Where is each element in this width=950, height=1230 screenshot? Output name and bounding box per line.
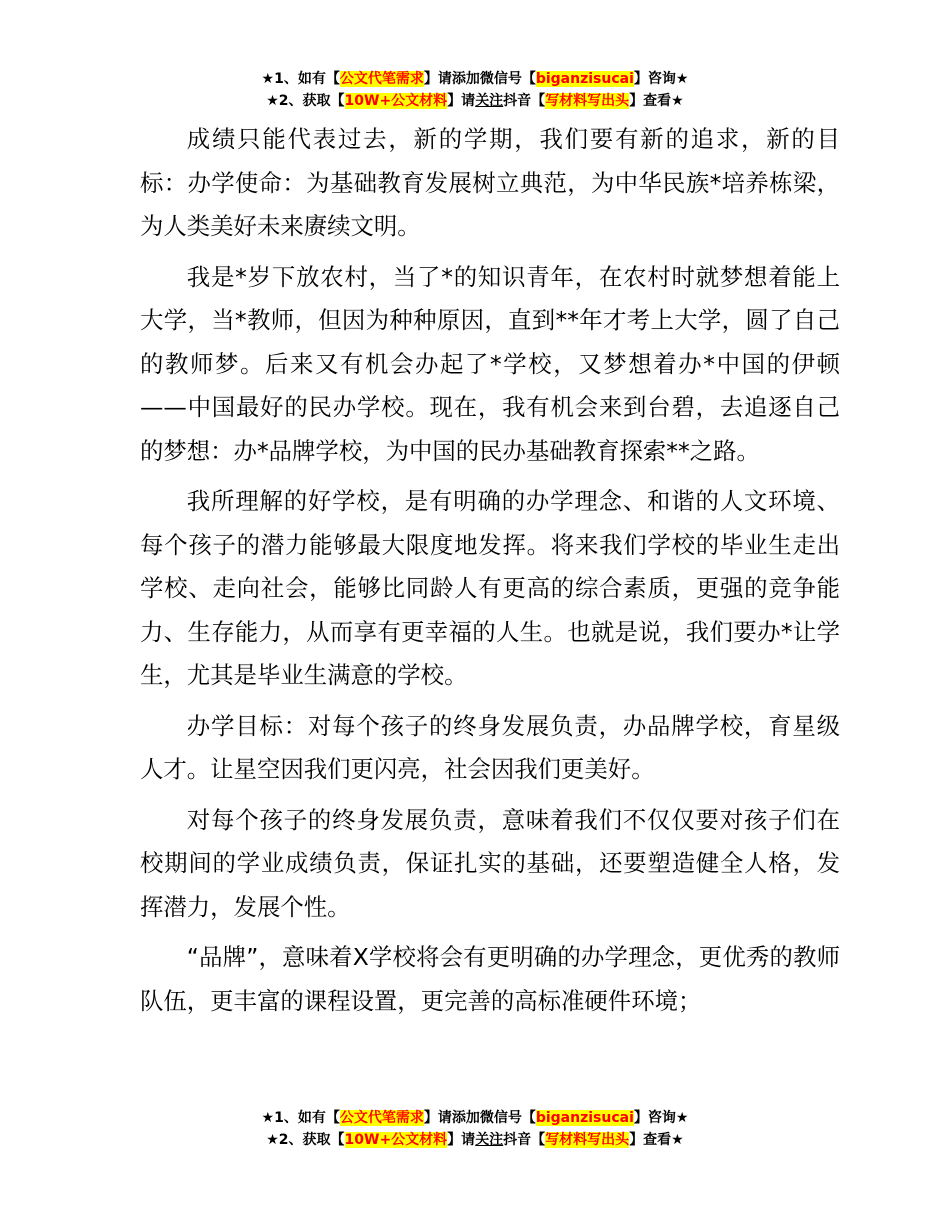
header-line-2-suffix: 】查看★ (629, 93, 684, 109)
header-highlight-materials: 10W+公文材料 (344, 93, 448, 109)
paragraph-school-objective: 办学目标：对每个孩子的终身发展负责，办品牌学校，育星级人才。让星空因我们更闪亮，社会因我们更美好。 (140, 711, 840, 783)
footer-highlight-douyin-account: 写材料写出头 (545, 1132, 630, 1148)
header-line-1 (0, 68, 950, 90)
header-line-2-prefix: ★2、获取【 (266, 93, 345, 109)
footer-line-1 (0, 1107, 950, 1129)
footer-line-2-middle-b: 抖音【 (503, 1132, 546, 1148)
footer-highlight-materials: 10W+公文材料 (344, 1132, 448, 1148)
paragraph-good-school: 我所理解的好学校，是有明确的办学理念、和谐的人文环境、每个孩子的潜力能够最大限度地发挥。将来我们学校的毕业生走出学校、走向社会，能够比同龄人有更高的综合素质，更强的竞争能力、生存能力，从而享有更幸福的人生。也就是说，我们要办*让学生，尤其是毕业生满意的学校。 (140, 487, 840, 689)
header-highlight-ghostwriting: 公文代笔需求 (339, 71, 424, 87)
header-banner (0, 68, 950, 112)
footer-highlight-ghostwriting: 公文代笔需求 (339, 1110, 424, 1126)
header-highlight-wechat-id: biganzisucai (535, 71, 634, 87)
header-line-1-middle: 】请添加微信号【 (423, 71, 536, 87)
header-highlight-douyin-account: 写材料写出头 (545, 93, 630, 109)
header-line-2-middle-a: 】请 (447, 93, 476, 109)
footer-banner (0, 1107, 950, 1151)
document-body (140, 118, 840, 1030)
header-line-1-prefix: ★1、如有【 (261, 71, 340, 87)
paragraph-new-goals: 成绩只能代表过去，新的学期，我们要有新的追求，新的目标：办学使命：为基础教育发展树立典范，为中华民族*培养栋梁，为人类美好未来赓续文明。 (140, 125, 840, 240)
footer-highlight-wechat-id: biganzisucai (535, 1110, 634, 1126)
footer-line-2 (0, 1129, 950, 1151)
footer-line-2-suffix: 】查看★ (629, 1132, 684, 1148)
paragraph-lifelong-development: 对每个孩子的终身发展负责，意味着我们不仅仅要对孩子们在校期间的学业成绩负责，保证扎实的基础，还要塑造健全人格，发挥潜力，发展个性。 (140, 805, 840, 921)
footer-line-1-suffix: 】咨询★ (633, 1110, 689, 1126)
paragraph-personal-story: 我是*岁下放农村，当了*的知识青年，在农村时就梦想着能上大学，当*教师，但因为种种原因，直到**年才考上大学，圆了自己的教师梦。后来又有机会办起了*学校，又梦想着办*中国的伊顿——中国最好的民办学校。现在，我有机会来到台碧，去追逐自己的梦想：办*品牌学校，为中国的民办基础教育探索**之路。 (140, 262, 840, 465)
footer-line-1-middle: 】请添加微信号【 (423, 1110, 536, 1126)
paragraph-brand: “品牌”，意味着X学校将会有更明确的办学理念，更优秀的教师队伍，更丰富的课程设置，更完善的高标准硬件环境； (140, 943, 840, 1015)
footer-line-2-prefix: ★2、获取【 (266, 1132, 345, 1148)
header-line-1-suffix: 】咨询★ (633, 71, 689, 87)
footer-underlined-follow: 关注 (475, 1132, 504, 1148)
header-underlined-follow: 关注 (475, 93, 504, 109)
header-line-2-middle-b: 抖音【 (503, 93, 546, 109)
footer-line-1-prefix: ★1、如有【 (261, 1110, 340, 1126)
header-line-2 (0, 90, 950, 112)
footer-line-2-middle-a: 】请 (447, 1132, 476, 1148)
